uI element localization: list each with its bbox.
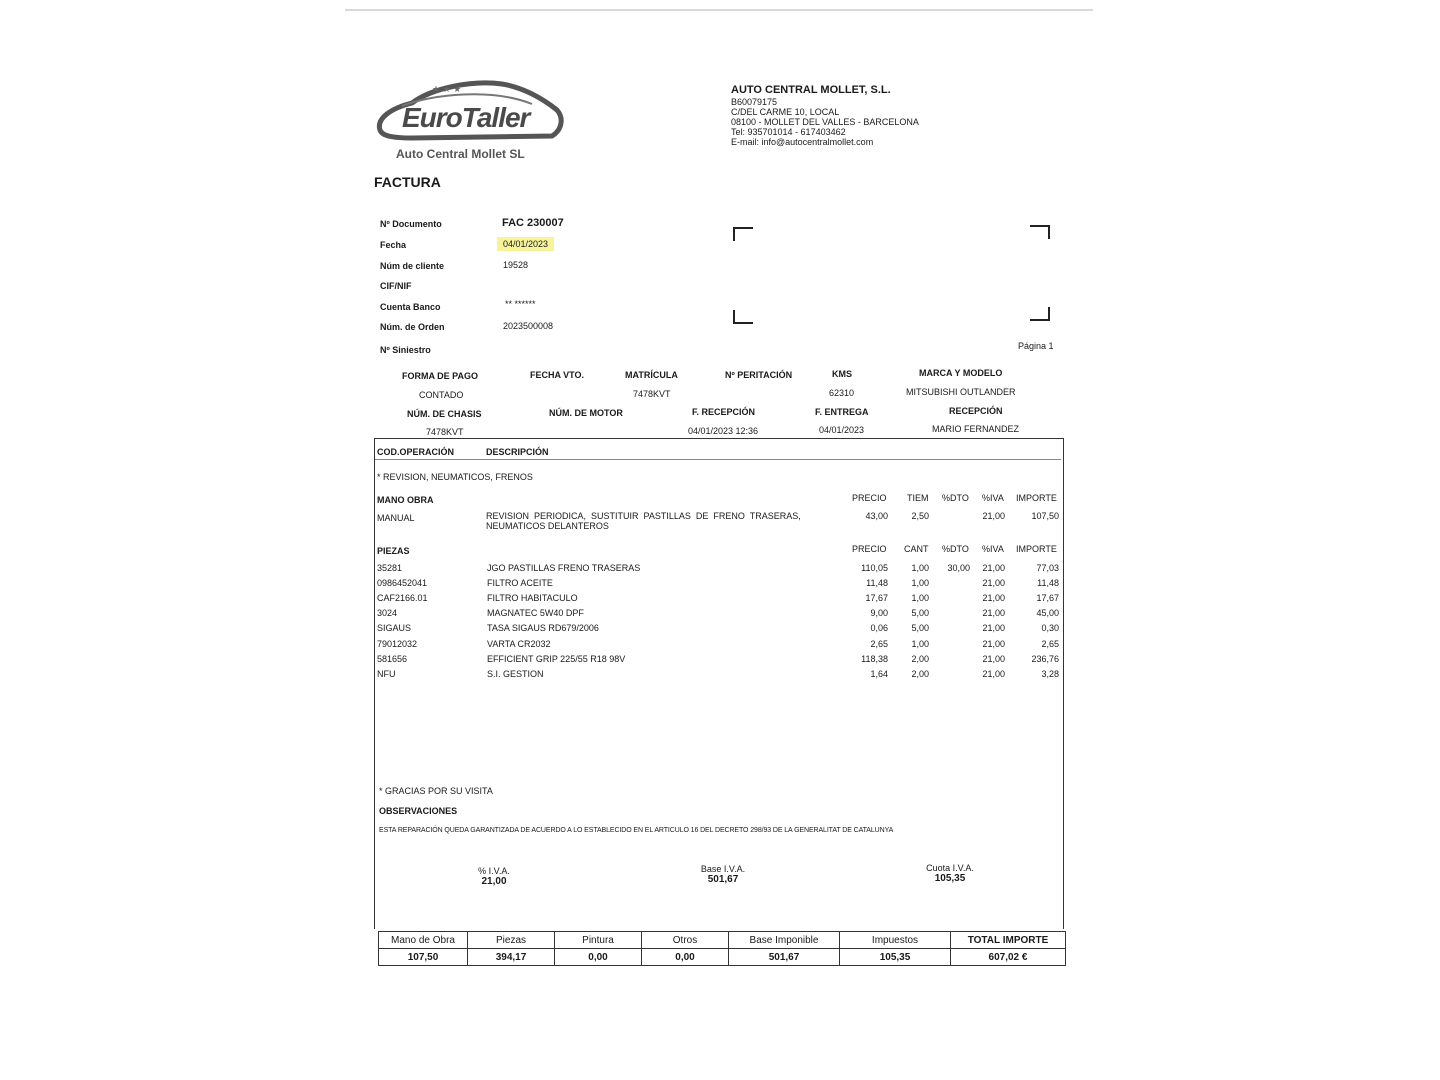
vat-percent-value: 21,00 (481, 876, 507, 887)
part-code: SIGAUS (377, 623, 412, 634)
make-model-value: MITSUBISHI OUTLANDER (906, 387, 1016, 397)
part-discount: 30,00 (947, 563, 970, 573)
part-code: NFU (377, 668, 396, 679)
table-row (0, 578, 1440, 592)
labor-price: 43,00 (865, 511, 888, 521)
kms-value: 62310 (829, 388, 855, 398)
labor-description-line2: NEUMATICOS DELANTEROS (486, 521, 609, 531)
labor-headers (0, 493, 1440, 507)
vat-amount-block (916, 863, 984, 884)
payment-method-label: FORMA DE PAGO (402, 371, 478, 381)
totals-taxable-base: 501,67 (729, 949, 840, 966)
totals-value-row (379, 949, 1066, 966)
chassis-label: NÚM. DE CHASIS (407, 409, 482, 419)
body-header-divider (375, 459, 1061, 460)
company-info (731, 84, 919, 147)
thanks-note: * GRACIAS POR SU VISITA (379, 786, 493, 796)
make-model-label: MARCA Y MODELO (919, 368, 1003, 378)
bank-account-label: Cuenta Banco (380, 302, 441, 312)
labor-header-amount: IMPORTE (1016, 493, 1057, 503)
totals-header-taxable-base: Base Imponible (729, 932, 840, 949)
logo-subtitle: Auto Central Mollet SL (396, 147, 525, 161)
client-number-label: Núm de cliente (380, 261, 445, 271)
date-label: Fecha (380, 240, 407, 250)
part-price: 1,64 (870, 668, 888, 679)
part-amount: 3,28 (1041, 668, 1059, 679)
page-title: FACTURA (374, 174, 441, 190)
labor-header-discount: %DTO (942, 493, 969, 503)
part-vat: 21,00 (982, 608, 1005, 619)
table-row (0, 593, 1440, 607)
plate-label: MATRÍCULA (625, 370, 678, 380)
parts-header-price: PRECIO (852, 544, 887, 554)
table-row (0, 639, 1440, 653)
totals-header-taxes: Impuestos (840, 932, 951, 949)
totals-taxes: 105,35 (840, 949, 951, 966)
parts-header-discount: %DTO (942, 544, 969, 554)
part-vat: 21,00 (982, 578, 1005, 589)
parts-header-vat: %IVA (982, 544, 1004, 554)
part-amount: 17,67 (1036, 593, 1059, 604)
labor-section-title: MANO OBRA (377, 495, 434, 505)
part-description: JGO PASTILLAS FRENO TRASERAS (487, 563, 641, 573)
part-quantity: 1,00 (911, 638, 929, 649)
part-quantity: 1,00 (911, 578, 929, 589)
company-cif: B60079175 (731, 97, 778, 107)
address-window-corner (1030, 225, 1050, 239)
table-row (0, 654, 1440, 668)
labor-header-price: PRECIO (852, 493, 887, 503)
company-address1: C/DEL CARME 10, LOCAL (731, 107, 840, 117)
bank-account-value: ** ****** (505, 299, 536, 309)
receptionist-value: MARIO FERNANDEZ (932, 424, 1020, 434)
part-vat: 21,00 (982, 593, 1005, 604)
part-amount: 2,65 (1041, 638, 1059, 649)
address-window-corner (733, 227, 753, 241)
parts-headers (0, 544, 1440, 558)
kms-label: KMS (832, 369, 852, 379)
client-number-value: 19528 (503, 260, 529, 270)
labor-header-vat: %IVA (982, 493, 1004, 503)
totals-header-total: TOTAL IMPORTE (951, 932, 1066, 949)
part-description: FILTRO ACEITE (487, 578, 553, 589)
totals-parts: 394,17 (468, 949, 555, 966)
part-quantity: 2,00 (911, 668, 929, 679)
page-top-edge (345, 9, 1093, 11)
reception-date-value: 04/01/2023 12:36 (688, 426, 759, 436)
part-vat: 21,00 (982, 638, 1005, 649)
claim-number-label: Nº Siniestro (380, 345, 431, 355)
labor-time: 2,50 (911, 511, 929, 521)
totals-header-paint: Pintura (555, 932, 642, 949)
part-quantity: 2,00 (911, 653, 929, 664)
part-amount: 45,00 (1036, 608, 1059, 619)
vat-base-label: Base I.V.A. (700, 864, 746, 874)
company-name: AUTO CENTRAL MOLLET, S.L. (731, 84, 891, 96)
vat-amount-value: 105,35 (934, 873, 966, 884)
table-row (0, 563, 1440, 577)
delivery-date-label: F. ENTREGA (815, 407, 869, 417)
part-price: 9,00 (870, 608, 888, 619)
part-vat: 21,00 (982, 563, 1005, 573)
delivery-date-value: 04/01/2023 (819, 425, 865, 435)
observations-label: OBSERVACIONES (379, 806, 458, 816)
company-email: E-mail: info@autocentralmollet.com (731, 137, 874, 147)
appraisal-label: Nº PERITACIÓN (725, 370, 793, 380)
order-number-value: 2023500008 (503, 321, 554, 331)
labor-header-time: TIEM (907, 493, 929, 503)
part-description: VARTA CR2032 (487, 638, 551, 649)
chassis-value: 7478KVT (426, 427, 464, 437)
part-description: FILTRO HABITACULO (487, 593, 578, 604)
part-quantity: 5,00 (911, 608, 929, 619)
part-code: 79012032 (377, 638, 418, 649)
operation-title: * REVISION, NEUMATICOS, FRENOS (377, 472, 533, 482)
part-amount: 11,48 (1037, 578, 1059, 589)
cif-label: CIF/NIF (380, 281, 412, 291)
column-description-header: DESCRIPCIÓN (486, 447, 549, 457)
vat-amount-label: Cuota I.V.A. (926, 863, 974, 873)
part-price: 11,48 (866, 578, 888, 589)
reception-date-label: F. RECEPCIÓN (692, 407, 756, 417)
part-amount: 0,30 (1041, 623, 1059, 634)
part-code: CAF2166.01 (377, 593, 428, 604)
part-price: 17,67 (865, 593, 888, 604)
doc-number-value: FAC 230007 (502, 217, 564, 229)
parts-header-qty: CANT (904, 544, 929, 554)
table-row (0, 623, 1440, 637)
labor-code: MANUAL (377, 513, 415, 523)
plate-value: 7478KVT (633, 389, 671, 399)
parts-section-title: PIEZAS (377, 546, 410, 556)
date-value: 04/01/2023 (497, 237, 554, 251)
part-quantity: 5,00 (911, 623, 929, 634)
part-description: TASA SIGAUS RD679/2006 (487, 623, 599, 634)
part-price: 118,38 (861, 653, 888, 664)
doc-number-label: Nº Documento (380, 219, 442, 229)
part-code: 35281 (377, 563, 403, 573)
part-amount: 236,76 (1031, 653, 1059, 664)
vat-base-value: 501,67 (707, 874, 739, 885)
part-quantity: 1,00 (911, 593, 929, 604)
part-description: MAGNATEC 5W40 DPF (487, 608, 584, 619)
totals-header-labor: Mano de Obra (379, 932, 468, 949)
labor-row (0, 511, 1440, 537)
labor-vat: 21,00 (982, 511, 1005, 521)
engine-number-label: NÚM. DE MOTOR (549, 408, 623, 418)
totals-header-parts: Piezas (468, 932, 555, 949)
vat-percent-block (470, 866, 518, 887)
part-code: 3024 (377, 608, 398, 619)
vat-base-block (690, 864, 756, 885)
due-date-label: FECHA VTO. (530, 370, 585, 380)
logo-text: EuroTaller (402, 102, 530, 133)
receptionist-label: RECEPCIÓN (949, 406, 1003, 416)
parts-header-amount: IMPORTE (1016, 544, 1057, 554)
svg-text:★ ★ ★: ★ ★ ★ (432, 84, 462, 94)
totals-paint: 0,00 (555, 949, 642, 966)
part-code: 0986452041 (377, 578, 428, 589)
company-phone: Tel: 935701014 - 617403462 (731, 127, 846, 137)
order-number-label: Núm. de Orden (380, 322, 445, 332)
totals-labor: 107,50 (379, 949, 468, 966)
address-window-corner (733, 310, 753, 324)
table-row (0, 669, 1440, 683)
totals-header-row (379, 932, 1066, 949)
page-number: Página 1 (1018, 341, 1054, 351)
totals-total-amount: 607,02 € (951, 949, 1066, 966)
totals-table (378, 931, 1066, 966)
totals-other: 0,00 (642, 949, 729, 966)
part-description: S.I. GESTION (487, 668, 544, 679)
part-vat: 21,00 (982, 653, 1005, 664)
vat-percent-label: % I.V.A. (478, 866, 510, 876)
part-description: EFFICIENT GRIP 225/55 R18 98V (487, 653, 626, 664)
company-logo (372, 78, 567, 168)
observations-text: ESTA REPARACIÓN QUEDA GARANTIZADA DE ACUERDO A LO ESTABLECIDO EN EL ARTICULO 16 DEL DECRETO 298/93 DE LA GENERALITAT DE CATALUNYA (379, 827, 894, 834)
table-row (0, 608, 1440, 622)
part-price: 2,65 (870, 638, 888, 649)
part-vat: 21,00 (982, 668, 1005, 679)
address-window-corner (1030, 307, 1050, 321)
column-code-header: COD.OPERACIÓN (377, 447, 455, 457)
part-quantity: 1,00 (911, 563, 929, 573)
part-price: 110,05 (861, 563, 888, 573)
part-vat: 21,00 (982, 623, 1005, 634)
totals-header-other: Otros (642, 932, 729, 949)
company-address2: 08100 - MOLLET DEL VALLES - BARCELONA (731, 117, 919, 127)
part-code: 581656 (377, 653, 408, 664)
part-amount: 77,03 (1036, 563, 1059, 573)
labor-description-line1: REVISION PERIODICA, SUSTITUIR PASTILLAS DE FRENO TRASERAS, (486, 511, 801, 521)
payment-method-value: CONTADO (419, 390, 464, 400)
part-price: 0,06 (870, 623, 888, 634)
labor-amount: 107,50 (1031, 511, 1059, 521)
